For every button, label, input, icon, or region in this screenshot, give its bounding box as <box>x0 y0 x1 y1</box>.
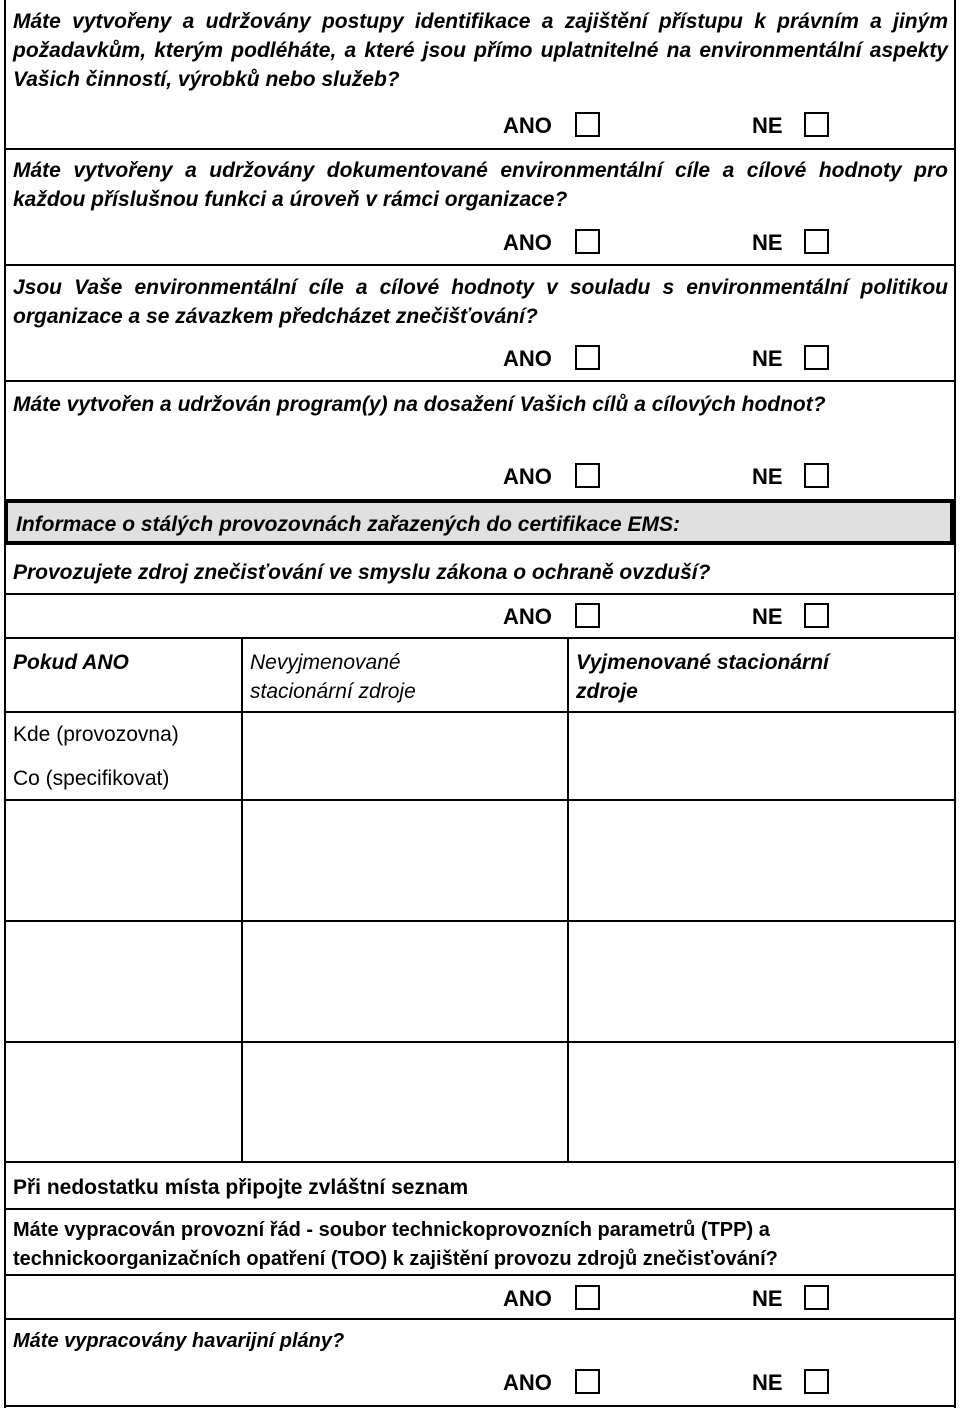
table-header-listed-sources: Vyjmenované stacionární zdroje <box>576 651 829 703</box>
answer-yes-label: ANO <box>503 230 552 255</box>
table-row-divider <box>4 1041 956 1043</box>
table-top-border <box>4 637 956 639</box>
question-objectives-policy-alignment: Jsou Vaše environmentální cíle a cílové hodnoty v souladu s environmentální politikou organizace a se závazkem předcházet znečišťování? <box>13 276 948 328</box>
question-legal-requirements: Máte vytvořeny a udržovány postupy identifikace a zajištění přístupu k právním a jiným požadavkům, kterým podléháte, a které jsou přímo uplatnitelné na environmentální aspekty Vašich činností, výrobků nebo služeb? <box>13 10 948 91</box>
page-frame-bottom <box>4 1405 956 1407</box>
no-checkbox[interactable] <box>804 463 829 488</box>
yes-checkbox[interactable] <box>575 1285 600 1310</box>
no-checkbox[interactable] <box>804 345 829 370</box>
answer-yes-label: ANO <box>503 1370 552 1395</box>
divider <box>4 1274 956 1276</box>
divider <box>4 1208 956 1210</box>
yes-checkbox[interactable] <box>575 112 600 137</box>
divider <box>4 593 956 595</box>
table-note: Při nedostatku místa připojte zvláštní seznam <box>13 1176 469 1199</box>
question-pollution-source: Provozujete zdroj znečisťování ve smyslu zákona o ochraně ovzduší? <box>13 561 711 584</box>
question-program: Máte vytvořen a udržován program(y) na dosažení Vašich cílů a cílových hodnot? <box>13 393 826 416</box>
table-row-divider <box>4 1161 956 1163</box>
answer-no-label: NE <box>752 464 783 489</box>
answer-yes-label: ANO <box>503 1286 552 1311</box>
no-checkbox[interactable] <box>804 1285 829 1310</box>
yes-checkbox[interactable] <box>575 1369 600 1394</box>
answer-no-label: NE <box>752 1286 783 1311</box>
answer-no-label: NE <box>752 1370 783 1395</box>
answer-no-label: NE <box>752 113 783 138</box>
table-label-what: Co (specifikovat) <box>13 767 170 790</box>
yes-checkbox[interactable] <box>575 229 600 254</box>
page-frame-right <box>954 0 956 1408</box>
no-checkbox[interactable] <box>804 112 829 137</box>
question-environmental-objectives: Máte vytvořeny a udržovány dokumentované environmentální cíle a cílové hodnoty pro každou příslušnou funkci a úroveň v rámci organizace? <box>13 159 948 211</box>
section-header-text: Informace o stálých provozovnách zařazených do certifikace EMS: <box>16 513 681 536</box>
table-header-if-yes: Pokud ANO <box>13 651 129 674</box>
table-row-divider <box>4 711 956 713</box>
answer-yes-label: ANO <box>503 346 552 371</box>
answer-no-label: NE <box>752 230 783 255</box>
divider <box>4 380 956 382</box>
table-header-unlisted-sources: Nevyjmenované stacionární zdroje <box>250 651 416 703</box>
answer-yes-label: ANO <box>503 113 552 138</box>
divider <box>4 264 956 266</box>
no-checkbox[interactable] <box>804 603 829 628</box>
answer-yes-label: ANO <box>503 604 552 629</box>
no-checkbox[interactable] <box>804 229 829 254</box>
answer-yes-label: ANO <box>503 464 552 489</box>
table-row-divider <box>4 799 956 801</box>
divider <box>4 148 956 150</box>
table-row-divider <box>4 920 956 922</box>
section-header <box>4 499 954 545</box>
yes-checkbox[interactable] <box>575 463 600 488</box>
table-label-where: Kde (provozovna) <box>13 723 179 746</box>
yes-checkbox[interactable] <box>575 603 600 628</box>
answer-no-label: NE <box>752 604 783 629</box>
question-emergency-plans: Máte vypracovány havarijní plány? <box>13 1330 345 1352</box>
table-col-divider <box>567 637 569 1161</box>
table-col-divider <box>241 637 243 1161</box>
page-frame-left <box>4 0 6 1408</box>
no-checkbox[interactable] <box>804 1369 829 1394</box>
answer-no-label: NE <box>752 346 783 371</box>
yes-checkbox[interactable] <box>575 345 600 370</box>
question-operating-rules: Máte vypracován provozní řád - soubor technickoprovozních parametrů (TPP) a technickoorganizačních opatření (TOO) k zajištění provozu zdrojů znečisťování? <box>13 1219 778 1270</box>
divider <box>4 1318 956 1320</box>
